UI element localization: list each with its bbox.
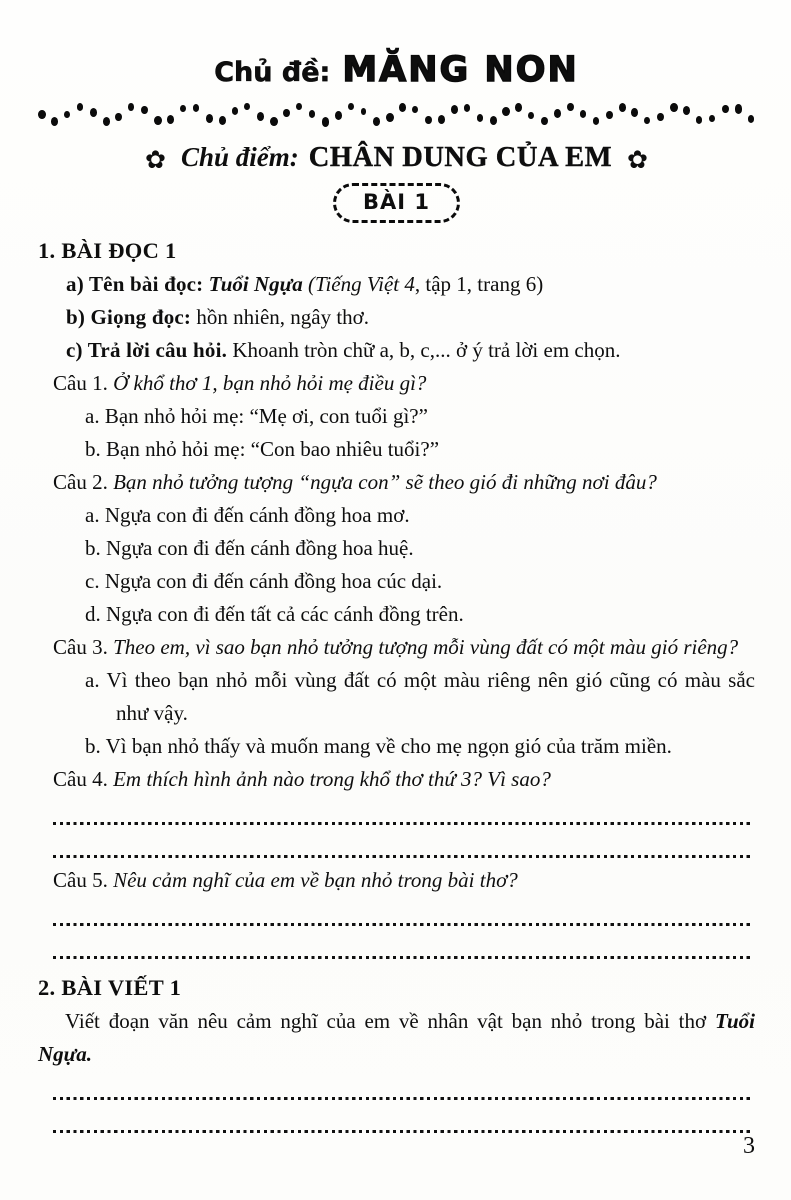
page-header	[38, 50, 755, 223]
reading-item-a	[66, 268, 755, 301]
subtopic-label: Chủ điểm:	[180, 142, 299, 172]
reading-item-c-text: Khoanh tròn chữ a, b, c,... ở ý trả lời em chọn.	[232, 338, 621, 362]
question-1-text: Ở khổ thơ 1, bạn nhỏ hỏi mẹ điều gì?	[113, 371, 427, 395]
question-2-option-b: b. Ngựa con đi đến cánh đồng hoa huệ.	[85, 536, 414, 560]
reading-title: Tuổi Ngựa	[208, 272, 303, 296]
question-2-option-a: a. Ngựa con đi đến cánh đồng hoa mơ.	[85, 503, 410, 527]
question-3-label: Câu 3.	[53, 635, 108, 659]
question-5-text: Nêu cảm nghĩ của em về bạn nhỏ trong bài thơ?	[113, 868, 518, 892]
question-2-option-c: c. Ngựa con đi đến cánh đồng hoa cúc dại.	[85, 569, 443, 593]
question-3-option-a: a. Vì theo bạn nhỏ mỗi vùng đất có một màu riêng nên gió cũng có màu sắc như vậy.	[85, 668, 755, 725]
question-4-label: Câu 4.	[53, 767, 108, 791]
answer-line[interactable]	[53, 798, 755, 831]
writing-section-heading: 2. BÀI VIẾT 1	[38, 975, 182, 1000]
question-1-option-b: b. Bạn nhỏ hỏi mẹ: “Con bao nhiêu tuổi?”	[85, 437, 440, 461]
question-2	[53, 466, 755, 499]
writing-prompt	[38, 1005, 755, 1071]
question-4	[53, 763, 755, 796]
reading-section-heading: 1. BÀI ĐỌC 1	[38, 238, 177, 263]
question-2-text: Bạn nhỏ tưởng tượng “ngựa con” sẽ theo gió đi những nơi đâu?	[113, 470, 657, 494]
question-5-label: Câu 5.	[53, 868, 108, 892]
question-3-option-b: b. Vì bạn nhỏ thấy và muốn mang về cho mẹ ngọn gió của trăm miền.	[85, 734, 672, 758]
topic-label: Chủ đề:	[214, 57, 331, 88]
question-1	[53, 367, 755, 400]
question-3	[53, 631, 755, 664]
topic-heading	[38, 50, 755, 90]
subtopic-heading	[38, 142, 755, 174]
question-3-text: Theo em, vì sao bạn nhỏ tưởng tượng mỗi vùng đất có một màu gió riêng?	[113, 635, 739, 659]
flower-icon: ✿	[627, 145, 648, 174]
writing-prompt-title: Tuổi Ngựa.	[38, 1009, 755, 1066]
reading-item-b-label: b) Giọng đọc:	[66, 305, 192, 329]
reading-source-rest: , tập 1, trang 6)	[414, 272, 544, 296]
decorative-dotted-wave-divider	[38, 98, 755, 128]
reading-item-b	[66, 301, 755, 334]
question-5	[53, 864, 755, 897]
topic-title: MĂNG NON	[342, 50, 579, 90]
reading-item-b-text: hồn nhiên, ngây thơ.	[196, 305, 370, 329]
answer-line[interactable]	[53, 1073, 755, 1106]
page-number: 3	[743, 1133, 755, 1159]
lesson-badge-row	[38, 183, 755, 223]
answer-line[interactable]	[53, 1106, 755, 1139]
question-1-label: Câu 1.	[53, 371, 108, 395]
flower-icon: ✿	[145, 145, 166, 174]
reading-source-italic: (Tiếng Việt 4	[307, 272, 415, 296]
reading-item-c-label: c) Trả lời câu hỏi.	[66, 338, 228, 362]
answer-line[interactable]	[53, 932, 755, 965]
question-1-option-a: a. Bạn nhỏ hỏi mẹ: “Mẹ ơi, con tuổi gì?”	[85, 404, 428, 428]
reading-item-a-label: a) Tên bài đọc:	[66, 272, 204, 296]
answer-line[interactable]	[53, 831, 755, 864]
lesson-badge: BÀI 1	[333, 183, 460, 223]
question-2-option-d: d. Ngựa con đi đến tất cả các cánh đồng trên.	[85, 602, 464, 626]
question-4-text: Em thích hình ảnh nào trong khổ thơ thứ 3? Vì sao?	[113, 767, 551, 791]
answer-line[interactable]	[53, 899, 755, 932]
reading-item-c	[66, 334, 755, 367]
writing-prompt-text: Viết đoạn văn nêu cảm nghĩ của em về nhân vật bạn nhỏ trong bài thơ	[65, 1009, 707, 1033]
question-2-label: Câu 2.	[53, 470, 108, 494]
page-content	[38, 233, 755, 1139]
subtopic-title: CHÂN DUNG CỦA EM	[308, 142, 613, 173]
